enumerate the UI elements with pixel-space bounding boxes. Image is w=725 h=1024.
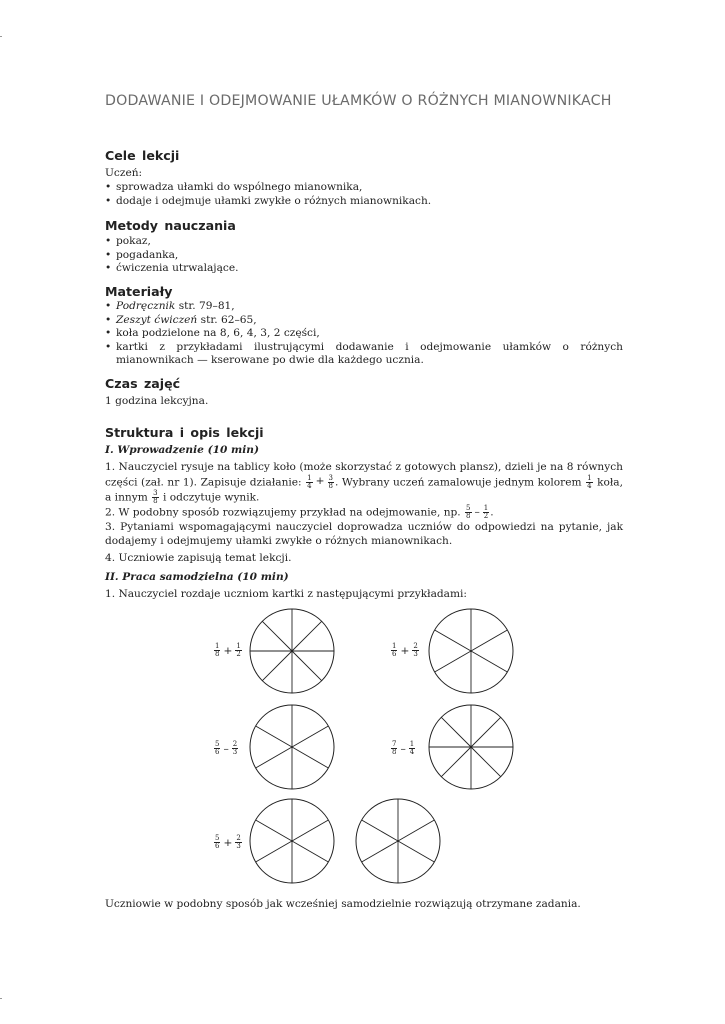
list-item: • sprowadza ułamki do wspólnego mianownika, xyxy=(105,181,623,195)
book-pages: str. 79–81, xyxy=(175,300,235,312)
minus-sign: – xyxy=(474,505,480,518)
book-pages: str. 62–65, xyxy=(197,313,257,326)
p1-text: . Wybrany uczeń zamalowuje jednym kolorem xyxy=(334,476,586,489)
sector-line xyxy=(262,621,292,651)
sector-line xyxy=(441,717,471,747)
p2-text: . xyxy=(490,506,494,519)
sector-line xyxy=(398,841,434,862)
sector-line xyxy=(292,820,328,841)
divided-circle xyxy=(429,609,513,693)
sector-line xyxy=(471,717,501,747)
numerator: 1 xyxy=(587,473,592,482)
sector-line xyxy=(262,651,292,681)
denominator: 6 xyxy=(392,650,397,658)
sector-line xyxy=(435,630,471,651)
denominator: 8 xyxy=(215,650,220,658)
denominator: 8 xyxy=(392,748,397,756)
sector-line xyxy=(292,621,322,651)
denominator: 4 xyxy=(307,481,312,490)
numerator: 1 xyxy=(392,642,397,650)
sector-line xyxy=(435,651,471,672)
sector-line xyxy=(292,651,322,681)
paragraph-4: 4. Uczniowie zapisują temat lekcji. xyxy=(105,552,292,564)
sector-line xyxy=(256,841,292,862)
list-item: • pokaz, xyxy=(105,235,623,249)
numerator: 3 xyxy=(153,488,158,497)
sector-line xyxy=(292,747,328,768)
list-item: • kartki z przykładami ilustrującymi dodawanie i odejmowanie ułamków o różnych mianownikach — kserowane po dwie dla każdego ucznia. xyxy=(105,341,623,368)
divided-circle xyxy=(356,799,440,883)
heading-czas: Czas zajęć xyxy=(105,376,181,391)
operator: + xyxy=(223,644,233,657)
numerator: 2 xyxy=(232,740,238,748)
cele-intro: Uczeń: xyxy=(105,167,143,179)
numerator: 2 xyxy=(413,642,418,650)
p2-text: 2. W podobny sposób rozwiązujemy przykład na odejmowanie, np. xyxy=(105,506,465,519)
numerator: 3 xyxy=(328,473,333,482)
denominator: 4 xyxy=(409,748,415,756)
sector-line xyxy=(256,726,292,747)
p1-text: i odczytuje wynik. xyxy=(159,491,260,504)
denominator: 8 xyxy=(328,481,333,490)
book-title: Podręcznik xyxy=(116,300,176,312)
denominator: 2 xyxy=(483,512,489,520)
divided-circle xyxy=(250,799,334,883)
denominator: 3 xyxy=(413,650,418,658)
sector-line xyxy=(292,841,328,862)
numerator: 5 xyxy=(215,834,220,842)
numerator: 2 xyxy=(236,834,241,842)
sector-line xyxy=(441,747,471,777)
denominator: 8 xyxy=(466,512,471,520)
heading-metody: Metody nauczania xyxy=(105,218,236,233)
sector-line xyxy=(362,841,398,862)
book-title: Zeszyt ćwiczeń xyxy=(116,313,198,326)
denominator: 4 xyxy=(587,481,592,490)
sector-line xyxy=(256,747,292,768)
numerator: 5 xyxy=(215,740,220,748)
sector-line xyxy=(471,651,507,672)
numerator: 1 xyxy=(409,740,415,748)
denominator: 3 xyxy=(232,748,238,756)
sector-line xyxy=(256,820,292,841)
sector-line xyxy=(471,630,507,651)
paragraph-5: 1. Nauczyciel rozdaje uczniom kartki z następującymi przykładami: xyxy=(105,588,467,600)
operator: – xyxy=(400,742,406,755)
heading-struktura: Struktura i opis lekcji xyxy=(105,425,264,440)
p1-text: 1. Nauczyciel rysuje na tablicy koło (może skorzystać z gotowych plansz), dzieli je na 8 równych części (zał. nr 1). Zapisuje działanie: xyxy=(105,461,623,489)
heading-materialy: Materiały xyxy=(105,284,173,299)
numerator: 1 xyxy=(483,504,489,512)
numerator: 5 xyxy=(466,504,471,512)
denominator: 8 xyxy=(153,496,158,505)
list-item: • pogadanka, xyxy=(105,249,623,263)
sector-line xyxy=(398,820,434,841)
numerator: 1 xyxy=(215,642,220,650)
divided-circle xyxy=(250,705,334,789)
divided-circle xyxy=(429,705,513,789)
paragraph-3: 3. Pytaniami wspomagającymi nauczyciel doprowadza uczniów do odpowiedzi na pytanie, jak dodajemy i odejmujemy ułamki zwykłe o różnych mianownikach. xyxy=(105,521,623,547)
sector-line xyxy=(362,820,398,841)
sector-line xyxy=(292,726,328,747)
part1-heading: I. Wprowadzenie (10 min) xyxy=(105,444,259,456)
numerator: 1 xyxy=(307,473,312,482)
denominator: 6 xyxy=(215,842,220,850)
operator: + xyxy=(400,644,410,657)
sector-line xyxy=(471,747,501,777)
operator: – xyxy=(223,742,229,755)
part2-heading: II. Praca samodzielna (10 min) xyxy=(105,571,289,583)
closing-paragraph: Uczniowie w podobny sposób jak wcześniej samodzielnie rozwiązują otrzymane zadania. xyxy=(105,898,581,910)
list-item: • dodaje i odejmuje ułamki zwykłe o różnych mianownikach. xyxy=(105,195,623,209)
divided-circle xyxy=(250,609,334,693)
numerator: 1 xyxy=(236,642,241,650)
list-item: • koła podzielone na 8, 6, 4, 3, 2 części, xyxy=(105,327,623,341)
denominator: 2 xyxy=(236,650,241,658)
page-title: DODAWANIE I ODEJMOWANIE UŁAMKÓW O RÓŻNYCH MIANOWNIKACH xyxy=(105,93,612,109)
denominator: 3 xyxy=(236,842,241,850)
heading-cele: Cele lekcji xyxy=(105,148,180,163)
p1-text: koła, a innym xyxy=(105,476,623,504)
plus-sign: + xyxy=(315,475,325,488)
list-item: • ćwiczenia utrwalające. xyxy=(105,262,623,276)
czas-text: 1 godzina lekcyjna. xyxy=(105,395,209,407)
denominator: 6 xyxy=(215,748,220,756)
numerator: 7 xyxy=(392,740,397,748)
operator: + xyxy=(223,836,233,849)
